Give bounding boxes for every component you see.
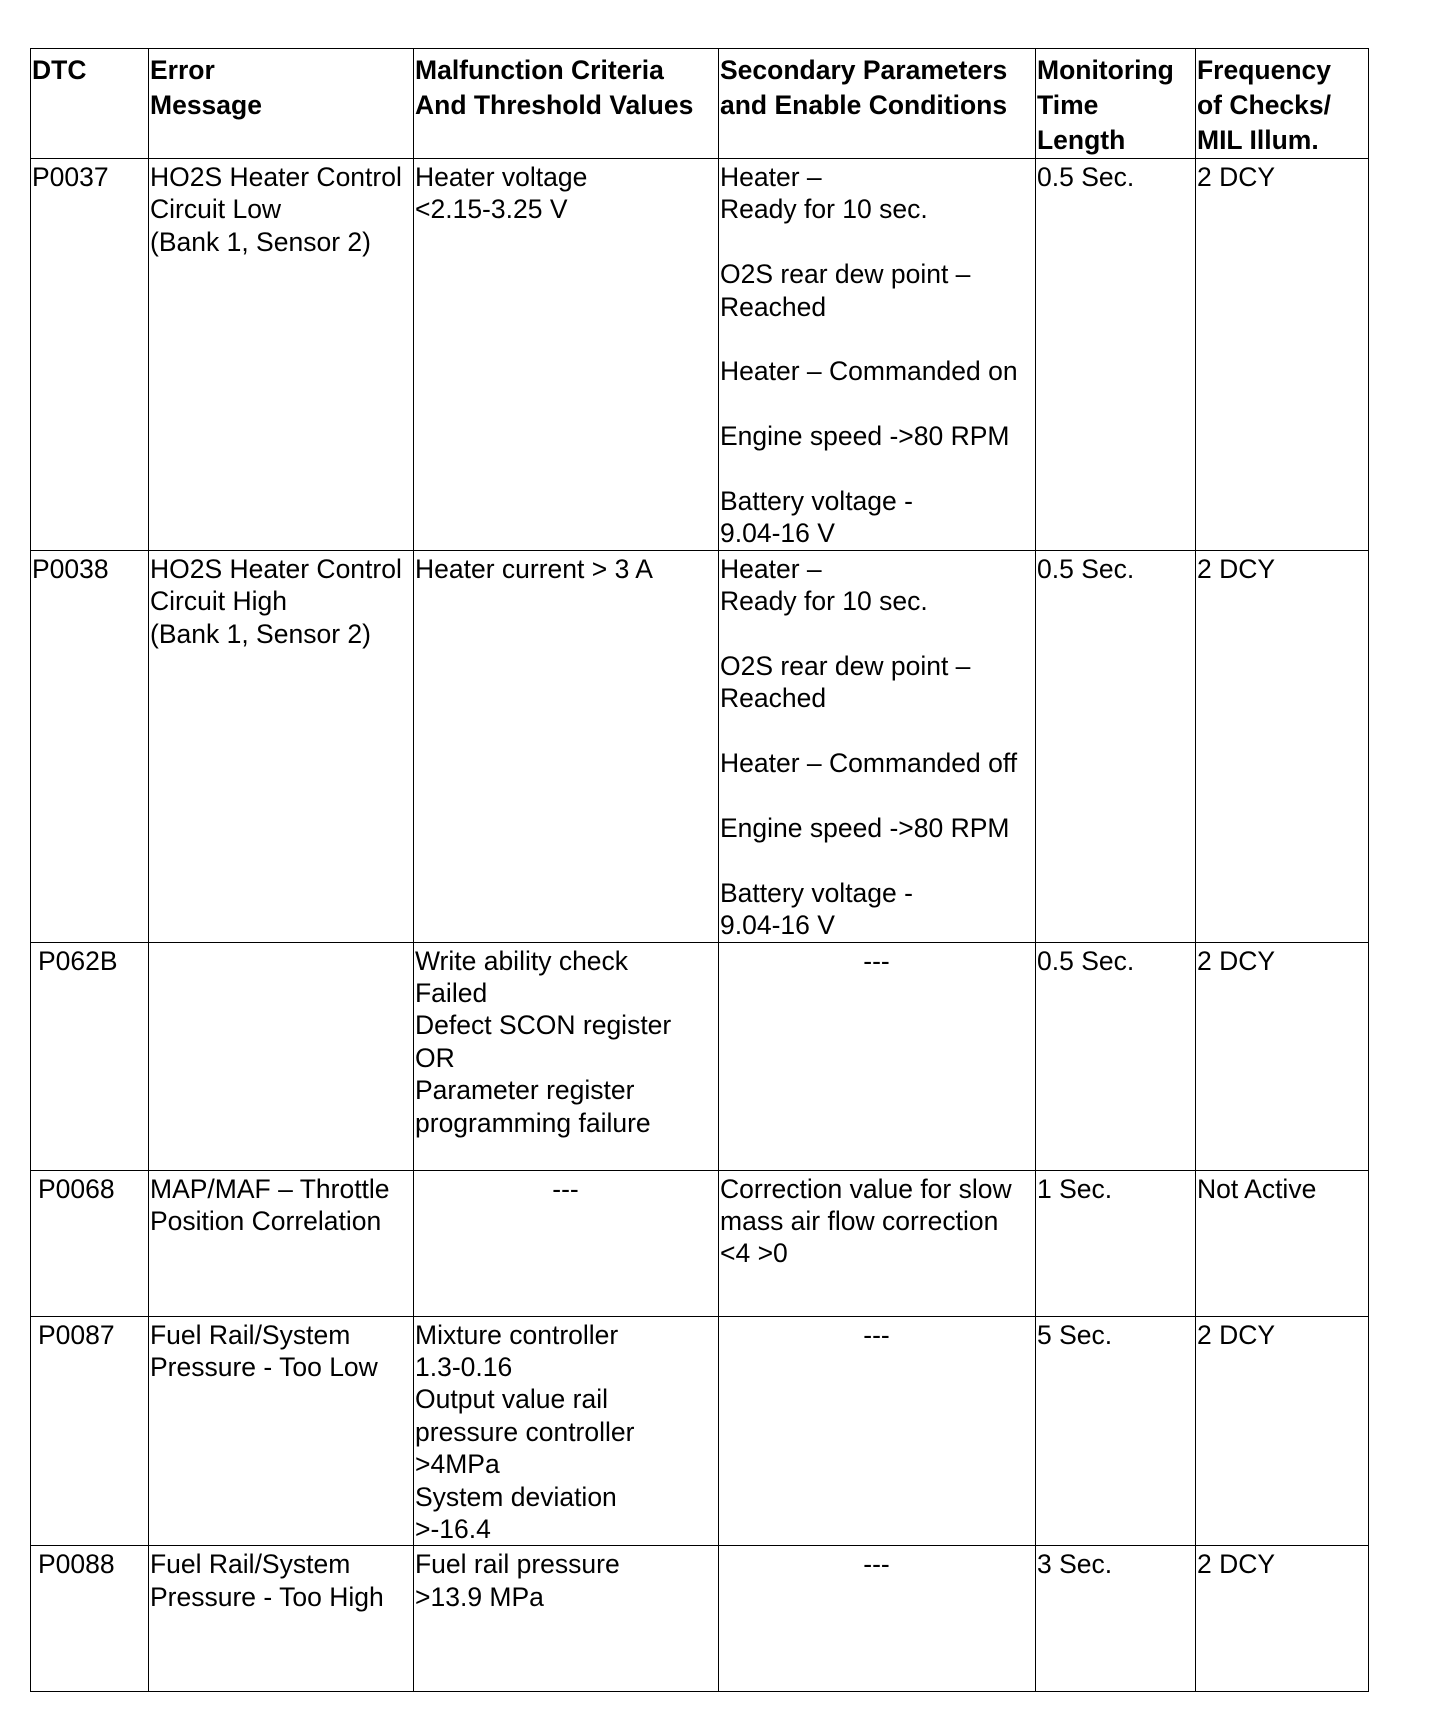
monitoring-time: 1 Sec. <box>1036 1170 1196 1316</box>
frequency: 2 DCY <box>1196 1546 1369 1692</box>
condition-block: Heater – Ready for 10 sec. <box>720 162 928 225</box>
table-row <box>31 1546 1369 1692</box>
dtc-code: P0068 <box>31 1170 149 1316</box>
dtc-code: P0037 <box>31 159 149 551</box>
header-frequency: Frequency of Checks/ MIL Illum. <box>1196 49 1369 159</box>
secondary-parameters <box>719 550 1036 942</box>
condition-block: O2S rear dew point – Reached <box>720 259 971 322</box>
monitoring-time: 5 Sec. <box>1036 1316 1196 1546</box>
error-message: HO2S Heater Control Circuit High (Bank 1, Sensor 2) <box>149 550 414 942</box>
error-message: Fuel Rail/System Pressure - Too High <box>149 1546 414 1692</box>
frequency: 2 DCY <box>1196 550 1369 942</box>
header-secondary-parameters: Secondary Parameters and Enable Conditions <box>719 49 1036 159</box>
condition-block: Heater – Commanded off <box>720 748 1018 779</box>
monitoring-time: 0.5 Sec. <box>1036 159 1196 551</box>
malfunction-criteria: Write ability check Failed Defect SCON register OR Parameter register programming failure <box>414 942 719 1170</box>
frequency: 2 DCY <box>1196 1316 1369 1546</box>
monitoring-time: 0.5 Sec. <box>1036 550 1196 942</box>
secondary-parameters <box>719 159 1036 551</box>
table-row <box>31 159 1369 551</box>
header-error-message: Error Message <box>149 49 414 159</box>
dtc-code: P0087 <box>31 1316 149 1546</box>
malfunction-criteria: Mixture controller 1.3-0.16 Output value rail pressure controller >4MPa System deviation >-16.4 <box>414 1316 719 1546</box>
malfunction-criteria: Heater voltage <2.15-3.25 V <box>414 159 719 551</box>
dtc-code: P062B <box>31 942 149 1170</box>
error-message <box>149 942 414 1170</box>
condition-block: O2S rear dew point – Reached <box>720 651 971 714</box>
error-message: MAP/MAF – Throttle Position Correlation <box>149 1170 414 1316</box>
monitoring-time: 3 Sec. <box>1036 1546 1196 1692</box>
table-row <box>31 1170 1369 1316</box>
malfunction-criteria: --- <box>414 1170 719 1316</box>
secondary-parameters: Correction value for slow mass air flow correction <4 >0 <box>719 1170 1036 1316</box>
header-monitoring-time: Monitoring Time Length <box>1036 49 1196 159</box>
dtc-table <box>30 48 1369 1692</box>
malfunction-criteria: Heater current > 3 A <box>414 550 719 942</box>
monitoring-time: 0.5 Sec. <box>1036 942 1196 1170</box>
dtc-code: P0088 <box>31 1546 149 1692</box>
condition-block: Engine speed ->80 RPM <box>720 421 1010 452</box>
table-row <box>31 942 1369 1170</box>
condition-block: Battery voltage - 9.04-16 V <box>720 486 913 549</box>
error-message: Fuel Rail/System Pressure - Too Low <box>149 1316 414 1546</box>
condition-block: Heater – Ready for 10 sec. <box>720 553 928 617</box>
condition-block: Battery voltage - 9.04-16 V <box>720 877 913 941</box>
condition-block: Heater – Commanded on <box>720 356 1018 387</box>
header-row <box>31 49 1369 159</box>
frequency: 2 DCY <box>1196 942 1369 1170</box>
secondary-parameters: --- <box>719 1316 1036 1546</box>
secondary-parameters: --- <box>719 1546 1036 1692</box>
secondary-parameters: --- <box>719 942 1036 1170</box>
table-row <box>31 1316 1369 1546</box>
header-dtc: DTC <box>31 49 149 159</box>
condition-block: Engine speed ->80 RPM <box>720 813 1010 844</box>
frequency: Not Active <box>1196 1170 1369 1316</box>
malfunction-criteria: Fuel rail pressure >13.9 MPa <box>414 1546 719 1692</box>
error-message: HO2S Heater Control Circuit Low (Bank 1, Sensor 2) <box>149 159 414 551</box>
header-malfunction-criteria: Malfunction Criteria And Threshold Values <box>414 49 719 159</box>
table-row <box>31 550 1369 942</box>
frequency: 2 DCY <box>1196 159 1369 551</box>
dtc-code: P0038 <box>31 550 149 942</box>
